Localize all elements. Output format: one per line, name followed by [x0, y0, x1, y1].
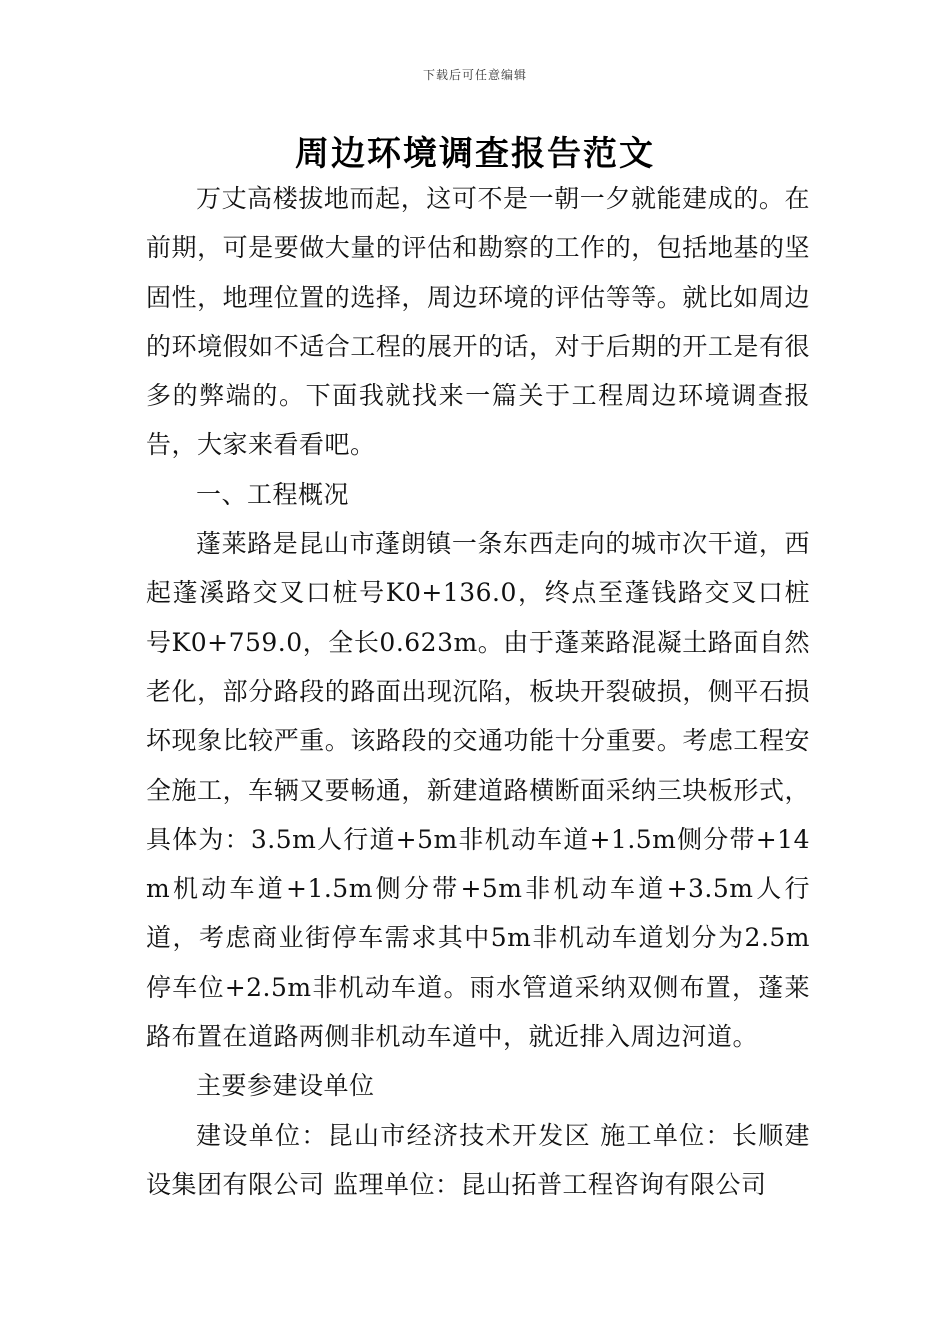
document-title: 周边环境调查报告范文 — [295, 134, 655, 174]
participants-paragraph: 建设单位：昆山市经济技术开发区 施工单位：长顺建设集团有限公司 监理单位：昆山拓普工程咨询有限公司 — [146, 1120, 810, 1199]
overview-paragraph: 蓬莱路是昆山市蓬朗镇一条东西走向的城市次干道，西起蓬溪路交叉口桩号K0+136.0，终点至蓬钱路交叉口桩号K0+759.0，全长0.623m。由于蓬莱路混凝土路面自然老化，部分路段的路面出现沉陷，板块开裂破损，侧平石损坏现象比较严重。该路段的交通功能十分重要。考虑工程安全施工，车辆又要畅通，新建道路横断面采纳三块板形式，具体为：3.5m人行道+5m非机动车道+1.5m侧分带+14m机动车道+1.5m侧分带+5m非机动车道+3.5m人行道，考虑商业街停车需求其中5m非机动车道划分为2.5m停车位+2.5m非机动车道。雨水管道采纳双侧布置，蓬莱路布置在道路两侧非机动车道中，就近排入周边河道。 — [146, 529, 810, 1052]
document-body — [146, 174, 810, 1209]
section-heading-overview: 一、工程概况 — [196, 479, 350, 509]
intro-paragraph: 万丈高楼拔地而起，这可不是一朝一夕就能建成的。在前期，可是要做大量的评估和勘察的工作的，包括地基的坚固性，地理位置的选择，周边环境的评估等等。就比如周边的环境假如不适合工程的展开的话，对于后期的开工是有很多的弊端的。下面我就找来一篇关于工程周边环境调查报告，大家来看看吧。 — [146, 184, 810, 460]
header-note: 下载后可任意编辑 — [422, 68, 527, 82]
section-heading-participants: 主要参建设单位 — [196, 1071, 375, 1101]
